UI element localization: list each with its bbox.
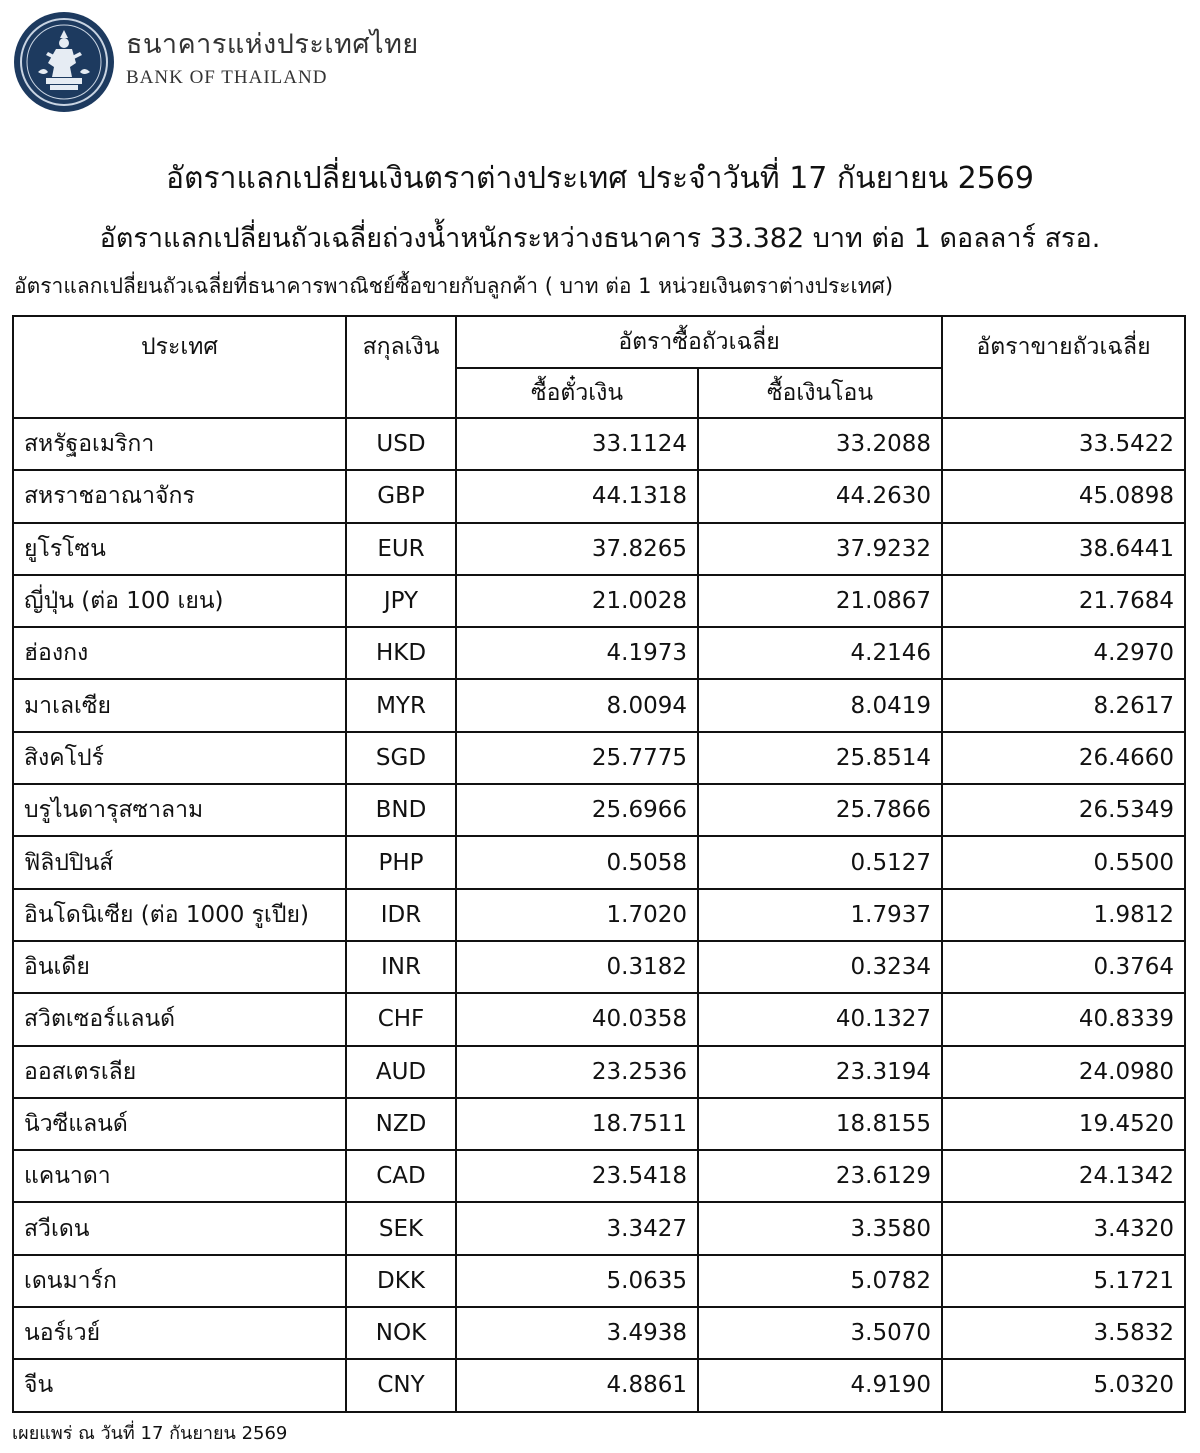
cell-currency: CAD [346,1150,456,1202]
cell-buy-transfer: 25.7866 [698,784,942,836]
cell-buy-transfer: 3.5070 [698,1307,942,1359]
table-row [13,470,1185,522]
cell-sell: 24.0980 [942,1046,1185,1098]
header-buy-transfer: ซื้อเงินโอน [698,368,942,418]
cell-buy-notes: 40.0358 [456,993,698,1045]
header-country: ประเทศ [13,316,346,418]
cell-buy-notes: 23.2536 [456,1046,698,1098]
cell-country: สวิตเซอร์แลนด์ [13,993,346,1045]
table-body [13,418,1185,1412]
bank-of-thailand-emblem-icon [14,12,114,112]
cell-sell: 26.5349 [942,784,1185,836]
table-row [13,1255,1185,1307]
cell-currency: NOK [346,1307,456,1359]
cell-country: อินเดีย [13,941,346,993]
header-currency: สกุลเงิน [346,316,456,418]
cell-buy-transfer: 40.1327 [698,993,942,1045]
cell-sell: 33.5422 [942,418,1185,470]
cell-country: เดนมาร์ก [13,1255,346,1307]
table-row [13,889,1185,941]
table-row [13,784,1185,836]
cell-buy-transfer: 3.3580 [698,1202,942,1254]
cell-country: นอร์เวย์ [13,1307,346,1359]
table-row [13,1046,1185,1098]
cell-currency: USD [346,418,456,470]
cell-buy-notes: 44.1318 [456,470,698,522]
cell-sell: 26.4660 [942,732,1185,784]
cell-buy-notes: 5.0635 [456,1255,698,1307]
cell-buy-transfer: 21.0867 [698,575,942,627]
cell-country: ญี่ปุ่น (ต่อ 100 เยน) [13,575,346,627]
cell-sell: 3.4320 [942,1202,1185,1254]
cell-currency: JPY [346,575,456,627]
cell-country: ฮ่องกง [13,627,346,679]
cell-country: จีน [13,1359,346,1411]
cell-currency: EUR [346,523,456,575]
cell-sell: 0.5500 [942,836,1185,888]
cell-buy-notes: 3.4938 [456,1307,698,1359]
cell-buy-notes: 25.7775 [456,732,698,784]
cell-country: สวีเดน [13,1202,346,1254]
cell-buy-notes: 0.3182 [456,941,698,993]
cell-sell: 45.0898 [942,470,1185,522]
cell-currency: PHP [346,836,456,888]
table-row [13,1098,1185,1150]
cell-currency: INR [346,941,456,993]
publish-date: เผยแพร่ ณ วันที่ 17 กันยายน 2569 [12,1423,288,1444]
cell-sell: 19.4520 [942,1098,1185,1150]
cell-country: สิงคโปร์ [13,732,346,784]
table-row [13,627,1185,679]
cell-sell: 21.7684 [942,575,1185,627]
cell-buy-transfer: 0.5127 [698,836,942,888]
cell-currency: MYR [346,679,456,731]
table-row [13,1150,1185,1202]
cell-buy-transfer: 18.8155 [698,1098,942,1150]
cell-buy-transfer: 25.8514 [698,732,942,784]
cell-currency: SGD [346,732,456,784]
cell-buy-notes: 33.1124 [456,418,698,470]
cell-country: สหรัฐอเมริกา [13,418,346,470]
cell-sell: 8.2617 [942,679,1185,731]
table-subtitle: อัตราแลกเปลี่ยนถัวเฉลี่ยที่ธนาคารพาณิชย์ซื้อขายกับลูกค้า ( บาท ต่อ 1 หน่วยเงินตราต่างประเทศ) [14,274,894,298]
cell-buy-transfer: 33.2088 [698,418,942,470]
table-row [13,523,1185,575]
cell-buy-transfer: 23.3194 [698,1046,942,1098]
table-row [13,1202,1185,1254]
cell-buy-notes: 18.7511 [456,1098,698,1150]
cell-sell: 38.6441 [942,523,1185,575]
header-avg-buy: อัตราซื้อถัวเฉลี่ย [456,316,942,368]
cell-currency: CHF [346,993,456,1045]
table-row [13,1307,1185,1359]
header-buy-notes: ซื้อตั๋วเงิน [456,368,698,418]
cell-sell: 1.9812 [942,889,1185,941]
cell-sell: 5.0320 [942,1359,1185,1411]
cell-buy-transfer: 8.0419 [698,679,942,731]
table-row [13,418,1185,470]
cell-sell: 40.8339 [942,993,1185,1045]
cell-country: มาเลเซีย [13,679,346,731]
cell-buy-transfer: 4.9190 [698,1359,942,1411]
cell-country: นิวซีแลนด์ [13,1098,346,1150]
cell-buy-transfer: 5.0782 [698,1255,942,1307]
bank-name-english: BANK OF THAILAND [126,66,328,88]
cell-buy-transfer: 0.3234 [698,941,942,993]
exchange-rate-table [12,315,1186,1413]
cell-currency: GBP [346,470,456,522]
cell-country: ออสเตรเลีย [13,1046,346,1098]
cell-buy-notes: 8.0094 [456,679,698,731]
cell-currency: DKK [346,1255,456,1307]
cell-buy-transfer: 44.2630 [698,470,942,522]
cell-buy-notes: 0.5058 [456,836,698,888]
table-row [13,679,1185,731]
bank-name-thai: ธนาคารแห่งประเทศไทย [126,28,419,60]
cell-buy-notes: 25.6966 [456,784,698,836]
cell-currency: IDR [346,889,456,941]
cell-currency: SEK [346,1202,456,1254]
table-header-row [13,316,1185,368]
table-row [13,993,1185,1045]
cell-currency: AUD [346,1046,456,1098]
cell-country: บรูไนดารุสซาลาม [13,784,346,836]
cell-buy-notes: 4.1973 [456,627,698,679]
cell-country: อินโดนิเซีย (ต่อ 1000 รูเปีย) [13,889,346,941]
cell-sell: 4.2970 [942,627,1185,679]
cell-currency: CNY [346,1359,456,1411]
cell-country: สหราชอาณาจักร [13,470,346,522]
table-row [13,941,1185,993]
cell-sell: 24.1342 [942,1150,1185,1202]
cell-buy-notes: 3.3427 [456,1202,698,1254]
cell-sell: 3.5832 [942,1307,1185,1359]
table-row [13,1359,1185,1411]
cell-sell: 0.3764 [942,941,1185,993]
table-row [13,732,1185,784]
cell-buy-notes: 4.8861 [456,1359,698,1411]
cell-currency: NZD [346,1098,456,1150]
cell-buy-transfer: 23.6129 [698,1150,942,1202]
table-row [13,575,1185,627]
cell-buy-notes: 1.7020 [456,889,698,941]
cell-buy-notes: 23.5418 [456,1150,698,1202]
cell-buy-notes: 37.8265 [456,523,698,575]
cell-buy-transfer: 1.7937 [698,889,942,941]
cell-buy-notes: 21.0028 [456,575,698,627]
cell-currency: BND [346,784,456,836]
cell-currency: HKD [346,627,456,679]
cell-country: ยูโรโซน [13,523,346,575]
cell-buy-transfer: 4.2146 [698,627,942,679]
table-row [13,836,1185,888]
bank-header [14,10,419,114]
cell-country: ฟิลิปปินส์ [13,836,346,888]
cell-country: แคนาดา [13,1150,346,1202]
cell-buy-transfer: 37.9232 [698,523,942,575]
header-avg-sell: อัตราขายถัวเฉลี่ย [942,316,1185,418]
page-title: อัตราแลกเปลี่ยนเงินตราต่างประเทศ ประจำวันที่ 17 กันยายน 2569 [166,161,1034,196]
interbank-rate-line: อัตราแลกเปลี่ยนถัวเฉลี่ยถ่วงน้ำหนักระหว่างธนาคาร 33.382 บาท ต่อ 1 ดอลลาร์ สรอ. [99,223,1101,254]
cell-sell: 5.1721 [942,1255,1185,1307]
